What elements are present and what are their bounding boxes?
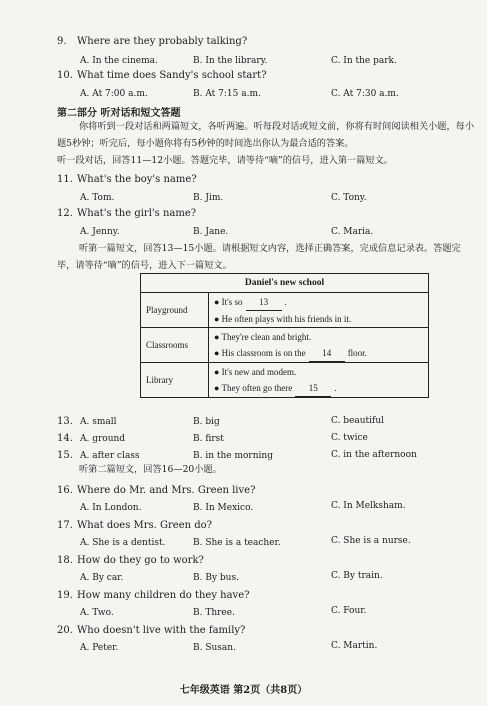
option-14b: B. first [193, 434, 224, 444]
question-11: 11. What's the boy's name? [57, 174, 197, 185]
row-detail: ● It's new and modem. ● They often go there 15 . [209, 363, 429, 398]
question-9: 9. Where are they probably talking? [57, 36, 248, 47]
passage1-instruction: 听第一篇短文，回答13—15小题。请根据短文内容，选择正确答案，完成信息记录表。答题完毕，请等待“嘀”的信号，进入下一篇短文。 [57, 243, 461, 271]
option-18a: A. By car. [80, 573, 124, 583]
option-11a: A. Tom. [80, 193, 115, 203]
option-15c: C. in the afternoon [331, 450, 417, 460]
option-10a: A. At 7:00 a.m. [80, 89, 148, 99]
row-detail: ● They're clean and bright. ● His classroom is on the 14 floor. [209, 328, 429, 363]
option-19a: A. Two. [80, 608, 114, 618]
blank-13: 13 [246, 294, 282, 311]
option-14a: A. ground [80, 434, 126, 444]
dialogue-instruction: 听一段对话，回答11—12小题。答题完毕，请等待“嘀”的信号，进入第一篇短文。 [57, 155, 393, 166]
option-17b: B. She is a teacher. [193, 538, 281, 548]
blank-14: 14 [309, 345, 345, 362]
info-table [140, 273, 429, 398]
table-row [141, 328, 429, 363]
question-15: 15. [57, 450, 73, 461]
row-label: Playground [141, 293, 209, 328]
row-label: Classrooms [141, 328, 209, 363]
option-16b: B. In Mexico. [193, 503, 254, 513]
section-title: 第二部分 听对话和短文答题 [57, 108, 181, 119]
page-footer: 七年级英语 第2页（共8页） [179, 685, 308, 696]
question-10: 10. What time does Sandy's school start? [57, 70, 267, 81]
blank-15: 15 [295, 380, 331, 397]
question-20: 20. Who doesn't live with the family? [57, 625, 246, 636]
table-row [141, 293, 429, 328]
question-17: 17. What does Mrs. Green do? [57, 520, 213, 531]
option-9b: B. In the library. [193, 56, 268, 66]
option-15a: A. after class [80, 451, 140, 461]
option-20c: C. Martin. [331, 641, 378, 651]
option-18b: B. By bus. [193, 573, 239, 583]
question-12: 12. What's the girl's name? [57, 208, 197, 219]
passage2-instruction: 听第二篇短文，回答16—20小题。 [79, 464, 222, 475]
question-16: 16. Where do Mr. and Mrs. Green live? [57, 485, 256, 496]
option-12b: B. Jane. [193, 227, 229, 237]
option-16a: A. In London. [80, 503, 142, 513]
question-18: 18. How do they go to work? [57, 555, 204, 566]
option-13a: A. small [80, 417, 117, 427]
option-9c: C. In the park. [331, 56, 397, 66]
option-13c: C. beautiful [331, 416, 385, 426]
option-18c: C. By train. [331, 571, 383, 581]
question-19: 19. How many children do they have? [57, 590, 250, 601]
question-13: 13. [57, 416, 73, 427]
section-intro: 你将听到一段对话和两篇短文，各听两遍。听每段对话或短文前，你将有时间阅读相关小题，每小题5秒钟；听完后，每小题你将有5秒钟的时间选出你认为最合适的答案。 [57, 121, 475, 149]
option-19c: C. Four. [331, 606, 367, 616]
row-detail: ● It's so 13 . ● He often plays with his friends in it. [209, 293, 429, 328]
option-9a: A. In the cinema. [80, 56, 158, 66]
option-19b: B. Three. [193, 608, 235, 618]
option-10c: C. At 7:30 a.m. [331, 89, 399, 99]
option-13b: B. big [193, 417, 220, 427]
option-14c: C. twice [331, 433, 368, 443]
option-12c: C. Maria. [331, 227, 374, 237]
option-15b: B. in the morning [193, 451, 273, 461]
option-20a: A. Peter. [80, 643, 119, 653]
option-10b: B. At 7:15 a.m. [193, 89, 261, 99]
table-title: Daniel's new school [141, 274, 429, 293]
table-row [141, 363, 429, 398]
option-17a: A. She is a dentist. [80, 538, 166, 548]
option-11b: B. Jim. [193, 193, 224, 203]
option-17c: C. She is a nurse. [331, 536, 411, 546]
option-12a: A. Jenny. [80, 227, 120, 237]
option-16c: C. In Melksham. [331, 501, 406, 511]
option-11c: C. Tony. [331, 193, 367, 203]
question-14: 14. [57, 433, 73, 444]
option-20b: B. Susan. [193, 643, 236, 653]
row-label: Library [141, 363, 209, 398]
